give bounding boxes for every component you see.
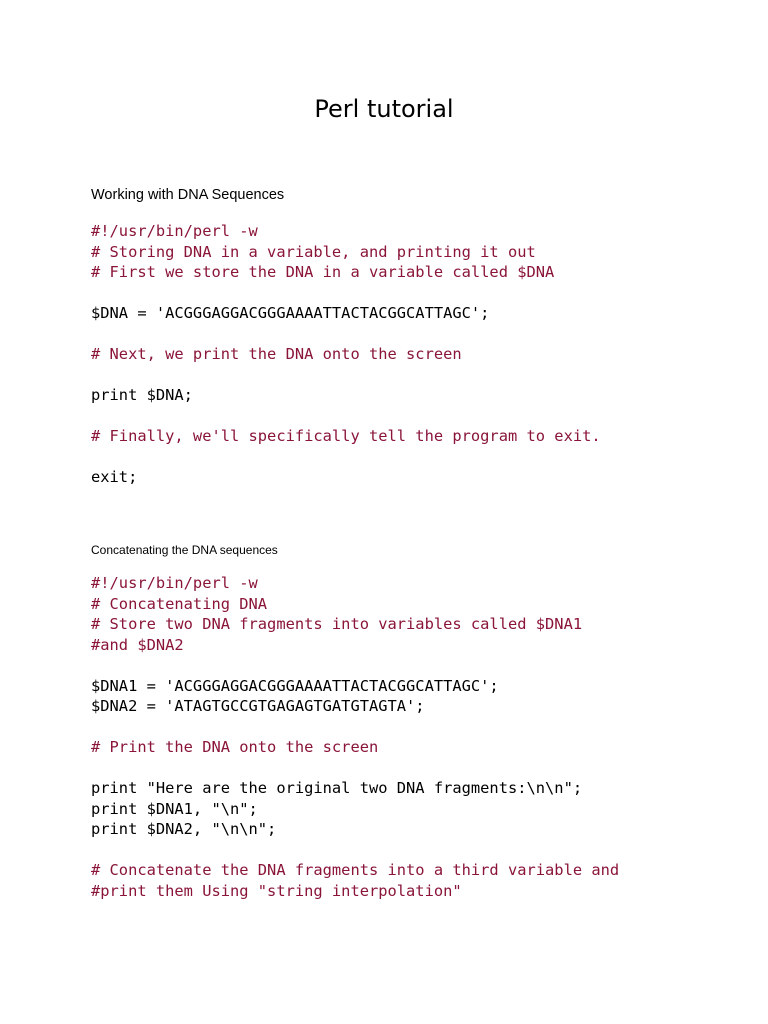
code-blank-line — [91, 283, 601, 304]
code-comment-line: # First we store the DNA in a variable called $DNA — [91, 263, 555, 281]
code-line: print "Here are the original two DNA fragments:\n\n"; — [91, 779, 583, 797]
code-line: print $DNA1, "\n"; — [91, 799, 258, 818]
code-blank-line — [91, 840, 619, 861]
code-blank-line — [91, 406, 601, 427]
section-heading-concatenating-dna: Concatenating the DNA sequences — [91, 543, 278, 557]
code-comment-line: #!/usr/bin/perl -w — [91, 222, 258, 240]
code-line: exit; — [91, 468, 138, 486]
code-comment-line: # Storing DNA in a variable, and printing it out — [91, 242, 536, 261]
code-comment-line: #and $DNA2 — [91, 635, 184, 654]
page-title: Perl tutorial — [314, 95, 454, 123]
code-blank-line — [91, 447, 601, 468]
code-line: $DNA = 'ACGGGAGGACGGGAAAATTACTACGGCATTAGC'; — [91, 304, 490, 322]
code-comment-line: # Finally, we'll specifically tell the program to exit. — [91, 427, 601, 445]
code-comment-line: # Concatenate the DNA fragments into a third variable and — [91, 861, 620, 879]
code-block-working-with-dna — [91, 221, 601, 488]
code-comment-line: #print them Using "string interpolation" — [91, 881, 462, 900]
code-blank-line — [91, 655, 619, 676]
code-comment-line: # Next, we print the DNA onto the screen — [91, 345, 462, 363]
code-line: $DNA2 = 'ATAGTGCCGTGAGAGTGATGTAGTA'; — [91, 697, 425, 715]
code-block-concatenating-dna — [91, 573, 619, 901]
code-blank-line — [91, 324, 601, 345]
code-line: print $DNA; — [91, 386, 193, 404]
code-comment-line: # Print the DNA onto the screen — [91, 738, 379, 756]
code-line: $DNA1 = 'ACGGGAGGACGGGAAAATTACTACGGCATTAGC'; — [91, 676, 499, 695]
code-blank-line — [91, 758, 619, 779]
code-comment-line: # Concatenating DNA — [91, 594, 268, 613]
section-heading-working-with-dna: Working with DNA Sequences — [91, 187, 285, 203]
code-comment-line: # Store two DNA fragments into variables called $DNA1 — [91, 615, 583, 633]
code-comment-line: #!/usr/bin/perl -w — [91, 574, 258, 592]
code-blank-line — [91, 717, 619, 738]
code-line: print $DNA2, "\n\n"; — [91, 820, 277, 838]
code-blank-line — [91, 365, 601, 386]
